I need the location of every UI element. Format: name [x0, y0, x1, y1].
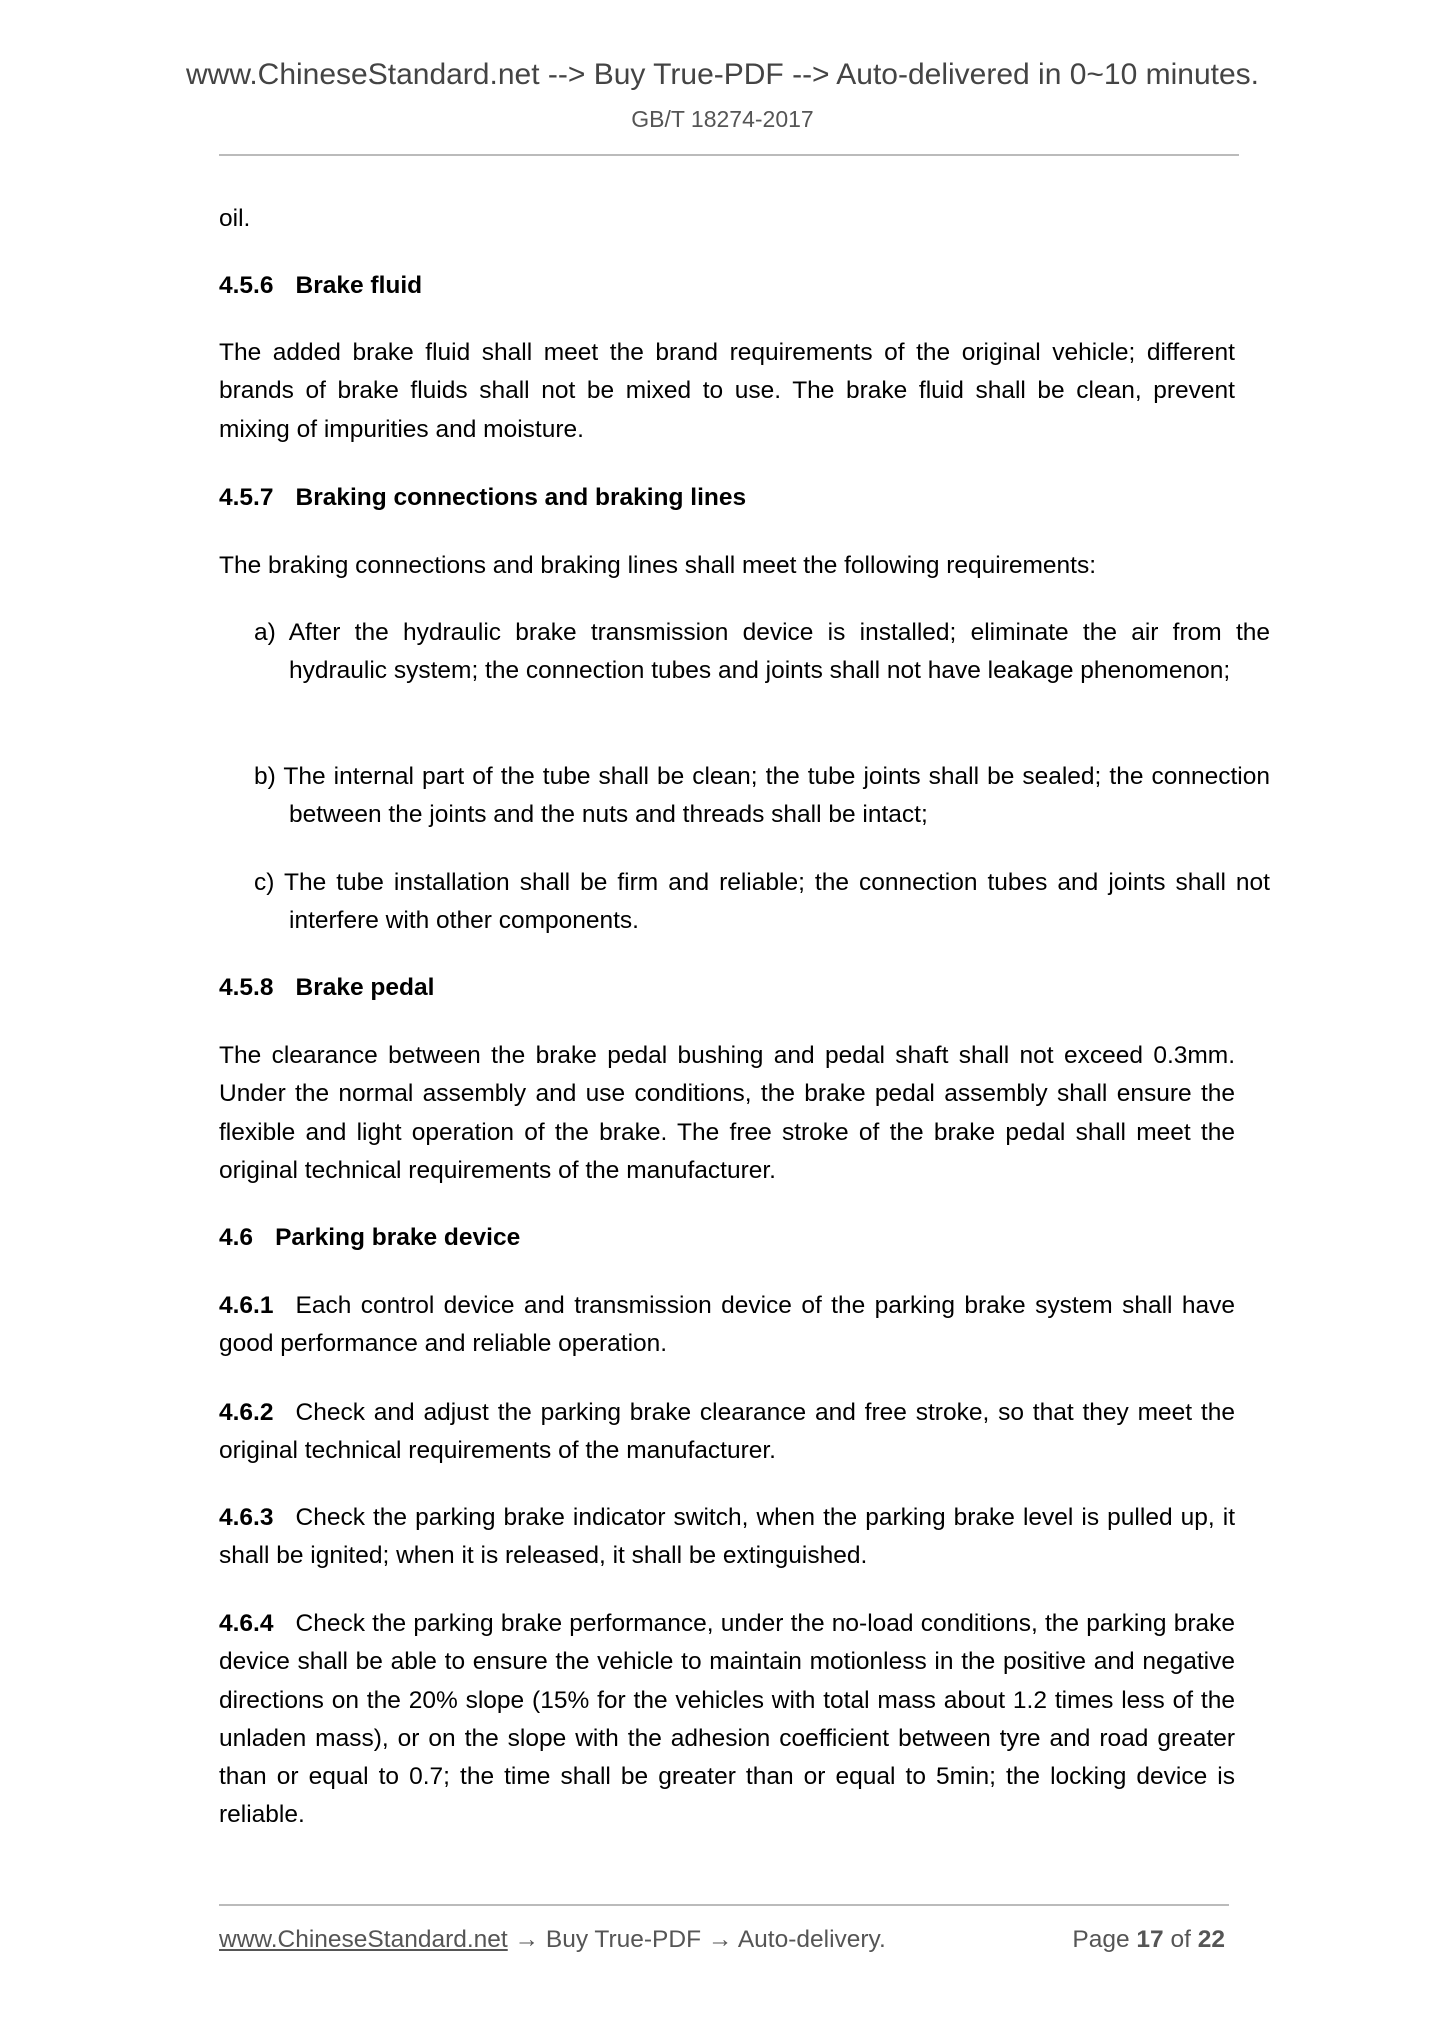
paragraph-4-6-2 [219, 1394, 1235, 1471]
section-title: Brake pedal [295, 974, 435, 1001]
page-total: 22 [1197, 1926, 1225, 1953]
clause-text: Check the parking brake performance, under the no-load conditions, the parking brake device shall be able to ensure the vehicle to maintain motionless in the positive and negative directions on the 20% slope (15% for the vehicles with total mass about 1.2 times less of the unladen mass), or on the slope with the adhesion coefficient between tyre and road greater than or equal to 0.7; the time shall be greater than or equal to 5min; the locking device is reliable. [219, 1610, 1235, 1829]
section-heading-4-6 [219, 1219, 1235, 1257]
list-item-a: a) After the hydraulic brake transmission device is installed; eliminate the air from the hydraulic system; the connection tubes and joints shall not have leakage phenomenon; [254, 619, 1270, 685]
paragraph-4-5-8: The clearance between the brake pedal bushing and pedal shaft shall not exceed 0.3mm. Under the normal assembly and use conditions, the brake pedal assembly shall ensure the flexible and light operation of the brake. The free stroke of the brake pedal shall meet the original technical requirements of the manufacturer. [219, 1042, 1235, 1184]
clause-text: Each control device and transmission device of the parking brake system shall have good performance and reliable operation. [219, 1292, 1235, 1358]
section-title: Brake fluid [295, 272, 423, 299]
page-number: 17 [1136, 1926, 1164, 1953]
paragraph-4-6-3 [219, 1499, 1235, 1576]
paragraph-4-6-1 [219, 1287, 1235, 1364]
standard-number: GB/T 18274-2017 [631, 106, 814, 132]
paragraph-4-5-7-intro: The braking connections and braking lines shall meet the following requirements: [219, 552, 1097, 579]
section-number: 4.6 [219, 1224, 254, 1251]
clause-text: Check the parking brake indicator switch, when the parking brake level is pulled up, it shall be ignited; when it is released, it shall be extinguished. [219, 1504, 1235, 1570]
clause-text: Check and adjust the parking brake clearance and free stroke, so that they meet the original technical requirements of the manufacturer. [219, 1399, 1235, 1465]
page-label: Page [1072, 1926, 1130, 1953]
section-title: Parking brake device [275, 1224, 521, 1251]
footer [219, 1926, 1235, 1954]
section-number: 4.5.8 [219, 974, 274, 1001]
footer-link[interactable]: www.ChineseStandard.net [219, 1926, 508, 1953]
list-item-c: c) The tube installation shall be firm and reliable; the connection tubes and joints shall not interfere with other components. [254, 869, 1270, 935]
page-of: of [1170, 1926, 1191, 1953]
header-divider [219, 154, 1239, 156]
list-item-b: b) The internal part of the tube shall be clean; the tube joints shall be sealed; the connection between the joints and the nuts and threads shall be intact; [254, 763, 1270, 829]
section-number: 4.5.7 [219, 484, 274, 511]
section-title: Braking connections and braking lines [295, 484, 747, 511]
clause-number: 4.6.4 [219, 1610, 274, 1637]
section-number: 4.5.6 [219, 272, 274, 299]
section-heading-4-5-8 [219, 969, 1235, 1007]
paragraph-4-6-4 [219, 1605, 1235, 1835]
section-heading-4-5-7 [219, 479, 1235, 517]
footer-text: → Buy True-PDF → Auto-delivery. [507, 1926, 886, 1953]
clause-number: 4.6.2 [219, 1399, 274, 1426]
header-title: www.ChineseStandard.net --> Buy True-PDF --> Auto-delivered in 0~10 minutes. [185, 58, 1260, 91]
paragraph-4-5-6: The added brake fluid shall meet the brand requirements of the original vehicle; different brands of brake fluids shall not be mixed to use. The brake fluid shall be clean, prevent mixing of impurities and moisture. [219, 339, 1235, 443]
footer-divider [219, 1904, 1229, 1906]
clause-number: 4.6.1 [219, 1292, 274, 1319]
section-heading-4-5-6 [219, 267, 1235, 305]
clause-number: 4.6.3 [219, 1504, 274, 1531]
continued-text: oil. [219, 205, 251, 232]
page-indicator [1072, 1926, 1225, 1954]
